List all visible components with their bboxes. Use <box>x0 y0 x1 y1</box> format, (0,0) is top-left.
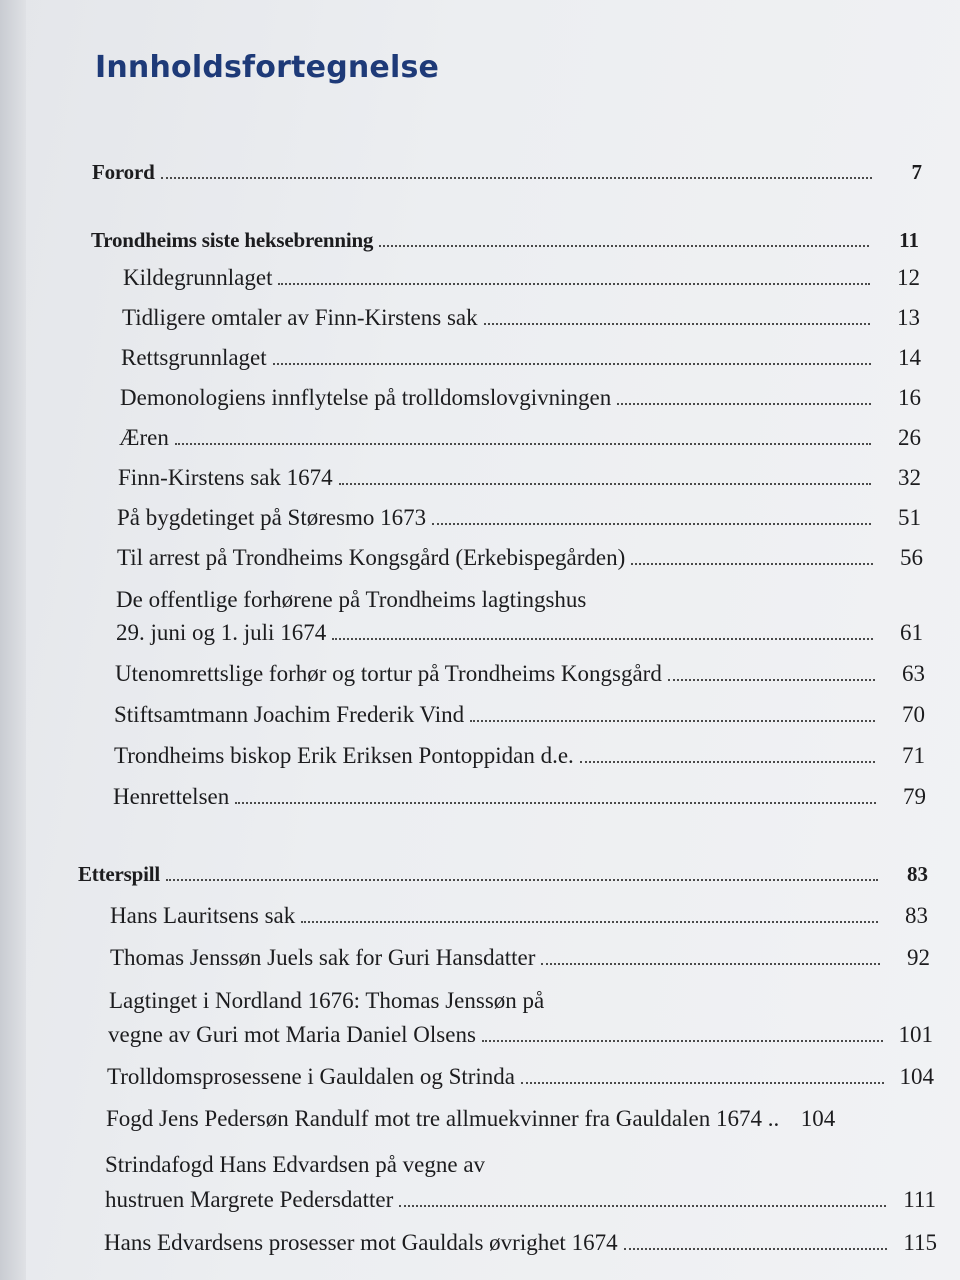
toc-entry[interactable] <box>113 784 926 810</box>
page-number: 101 <box>898 1022 933 1047</box>
entry-title: Rettsgrunnlaget <box>121 345 267 370</box>
chapter-title: Etterspill <box>78 862 160 886</box>
toc-chapter-heksebrenning[interactable] <box>91 228 919 253</box>
page-number: 16 <box>898 385 921 410</box>
entry-title-line1: De offentlige forhørene på Trondheims lagtingshus <box>116 587 587 612</box>
chapter-title: Trondheims siste heksebrenning <box>91 228 374 252</box>
entry-title: 29. juni og 1. juli 1674 <box>116 620 327 645</box>
entry-title: Trondheims biskop Erik Eriksen Pontoppidan d.e. <box>114 743 574 768</box>
page-number: 7 <box>911 160 922 184</box>
entry-title: Kildegrunnlaget <box>123 265 273 290</box>
dot-leader <box>580 761 875 763</box>
page-number: 104 <box>899 1064 934 1089</box>
entry-title: Stiftsamtmann Joachim Frederik Vind <box>114 702 465 727</box>
dot-leader <box>301 921 878 923</box>
page-number: 12 <box>897 265 920 290</box>
page-number: 11 <box>899 228 919 252</box>
toc-entry[interactable] <box>116 620 923 646</box>
entry-title: Fogd Jens Pedersøn Randulf mot tre allmuekvinner fra Gauldalen 1674 .. <box>106 1106 780 1131</box>
toc-entry[interactable] <box>117 505 921 531</box>
toc-entry[interactable] <box>117 545 923 571</box>
toc-entry[interactable] <box>118 465 921 491</box>
page-number: 71 <box>902 743 925 768</box>
page-number: 51 <box>898 505 921 530</box>
dot-leader <box>175 443 871 445</box>
dot-leader <box>161 177 872 179</box>
entry-title: Til arrest på Trondheims Kongsgård (Erkebispegården) <box>117 545 626 570</box>
dot-leader <box>470 720 875 722</box>
entry-title: Hans Lauritsens sak <box>110 903 296 928</box>
entry-title: Henrettelsen <box>113 784 230 809</box>
toc-entry[interactable] <box>107 1064 934 1090</box>
toc-chapter-etterspill[interactable] <box>78 862 928 887</box>
page-number: 14 <box>898 345 921 370</box>
page-number: 32 <box>898 465 921 490</box>
dot-leader <box>339 483 871 485</box>
page-number: 13 <box>897 305 920 330</box>
dot-leader <box>332 638 873 640</box>
entry-title: Trolldomsprosessene i Gauldalen og Strinda <box>107 1064 516 1089</box>
toc-entry[interactable] <box>106 1106 936 1132</box>
dot-leader <box>166 879 878 881</box>
entry-title-line1: Lagtinget i Nordland 1676: Thomas Jenssøn på <box>109 988 545 1013</box>
toc-entry[interactable] <box>104 1230 937 1256</box>
entry-title: vegne av Guri mot Maria Daniel Olsens <box>108 1022 476 1047</box>
entry-title-line1: Strindafogd Hans Edvardsen på vegne av <box>105 1152 486 1177</box>
entry-title: Tidligere omtaler av Finn-Kirstens sak <box>122 305 478 330</box>
entry-title: Demonologiens innflytelse på trolldomslovgivningen <box>120 385 612 410</box>
dot-leader <box>631 563 873 565</box>
page-number: 26 <box>898 425 921 450</box>
dot-leader <box>541 963 880 965</box>
dot-leader <box>617 403 871 405</box>
entry-title: Hans Edvardsens prosesser mot Gauldals øvrighet 1674 <box>104 1230 618 1255</box>
page-number: 111 <box>903 1187 936 1212</box>
chapter-title: Forord <box>92 160 155 184</box>
dot-leader <box>484 323 870 325</box>
entry-title: På bygdetinget på Støresmo 1673 <box>117 505 427 530</box>
toc-entry[interactable] <box>123 265 920 291</box>
page-number: 63 <box>902 661 925 686</box>
page-number: 56 <box>900 545 923 570</box>
page-number: 104 <box>800 1106 836 1131</box>
toc-entry[interactable] <box>105 1187 936 1213</box>
dot-leader <box>273 363 871 365</box>
entry-title: Finn-Kirstens sak 1674 <box>118 465 333 490</box>
dot-leader <box>668 679 875 681</box>
dot-leader <box>278 283 870 285</box>
page-number: 61 <box>900 620 923 645</box>
toc-entry[interactable] <box>120 385 921 411</box>
page-number: 83 <box>907 862 928 886</box>
dot-leader <box>482 1040 883 1042</box>
entry-title: hustruen Margrete Pedersdatter <box>105 1187 394 1212</box>
toc-entry[interactable] <box>122 305 920 331</box>
page-number: 79 <box>903 784 926 809</box>
toc-entry[interactable] <box>110 945 930 971</box>
page-number: 70 <box>902 702 925 727</box>
dot-leader <box>235 802 876 804</box>
dot-leader <box>399 1205 886 1207</box>
entry-title: Utenomrettslige forhør og tortur på Trondheims Kongsgård <box>115 661 662 686</box>
entry-title: Thomas Jenssøn Juels sak for Guri Hansdatter <box>110 945 536 970</box>
toc-chapter-forord[interactable] <box>92 160 922 185</box>
toc-entry[interactable] <box>110 903 928 929</box>
toc-entry[interactable] <box>121 345 921 371</box>
dot-leader <box>432 523 871 525</box>
dot-leader <box>624 1248 887 1250</box>
dot-leader <box>379 245 869 247</box>
page-number: 92 <box>907 945 930 970</box>
toc-entry[interactable] <box>119 425 921 451</box>
page-number: 83 <box>905 903 928 928</box>
toc-title: Innholdsfortegnelse <box>95 50 440 85</box>
toc-entry[interactable] <box>114 743 925 769</box>
dot-leader <box>521 1082 884 1084</box>
toc-entry[interactable] <box>115 661 925 687</box>
entry-title: Æren <box>119 425 169 450</box>
toc-entry[interactable] <box>108 1022 933 1048</box>
page-number: 115 <box>903 1230 937 1255</box>
toc-entry[interactable] <box>114 702 925 728</box>
